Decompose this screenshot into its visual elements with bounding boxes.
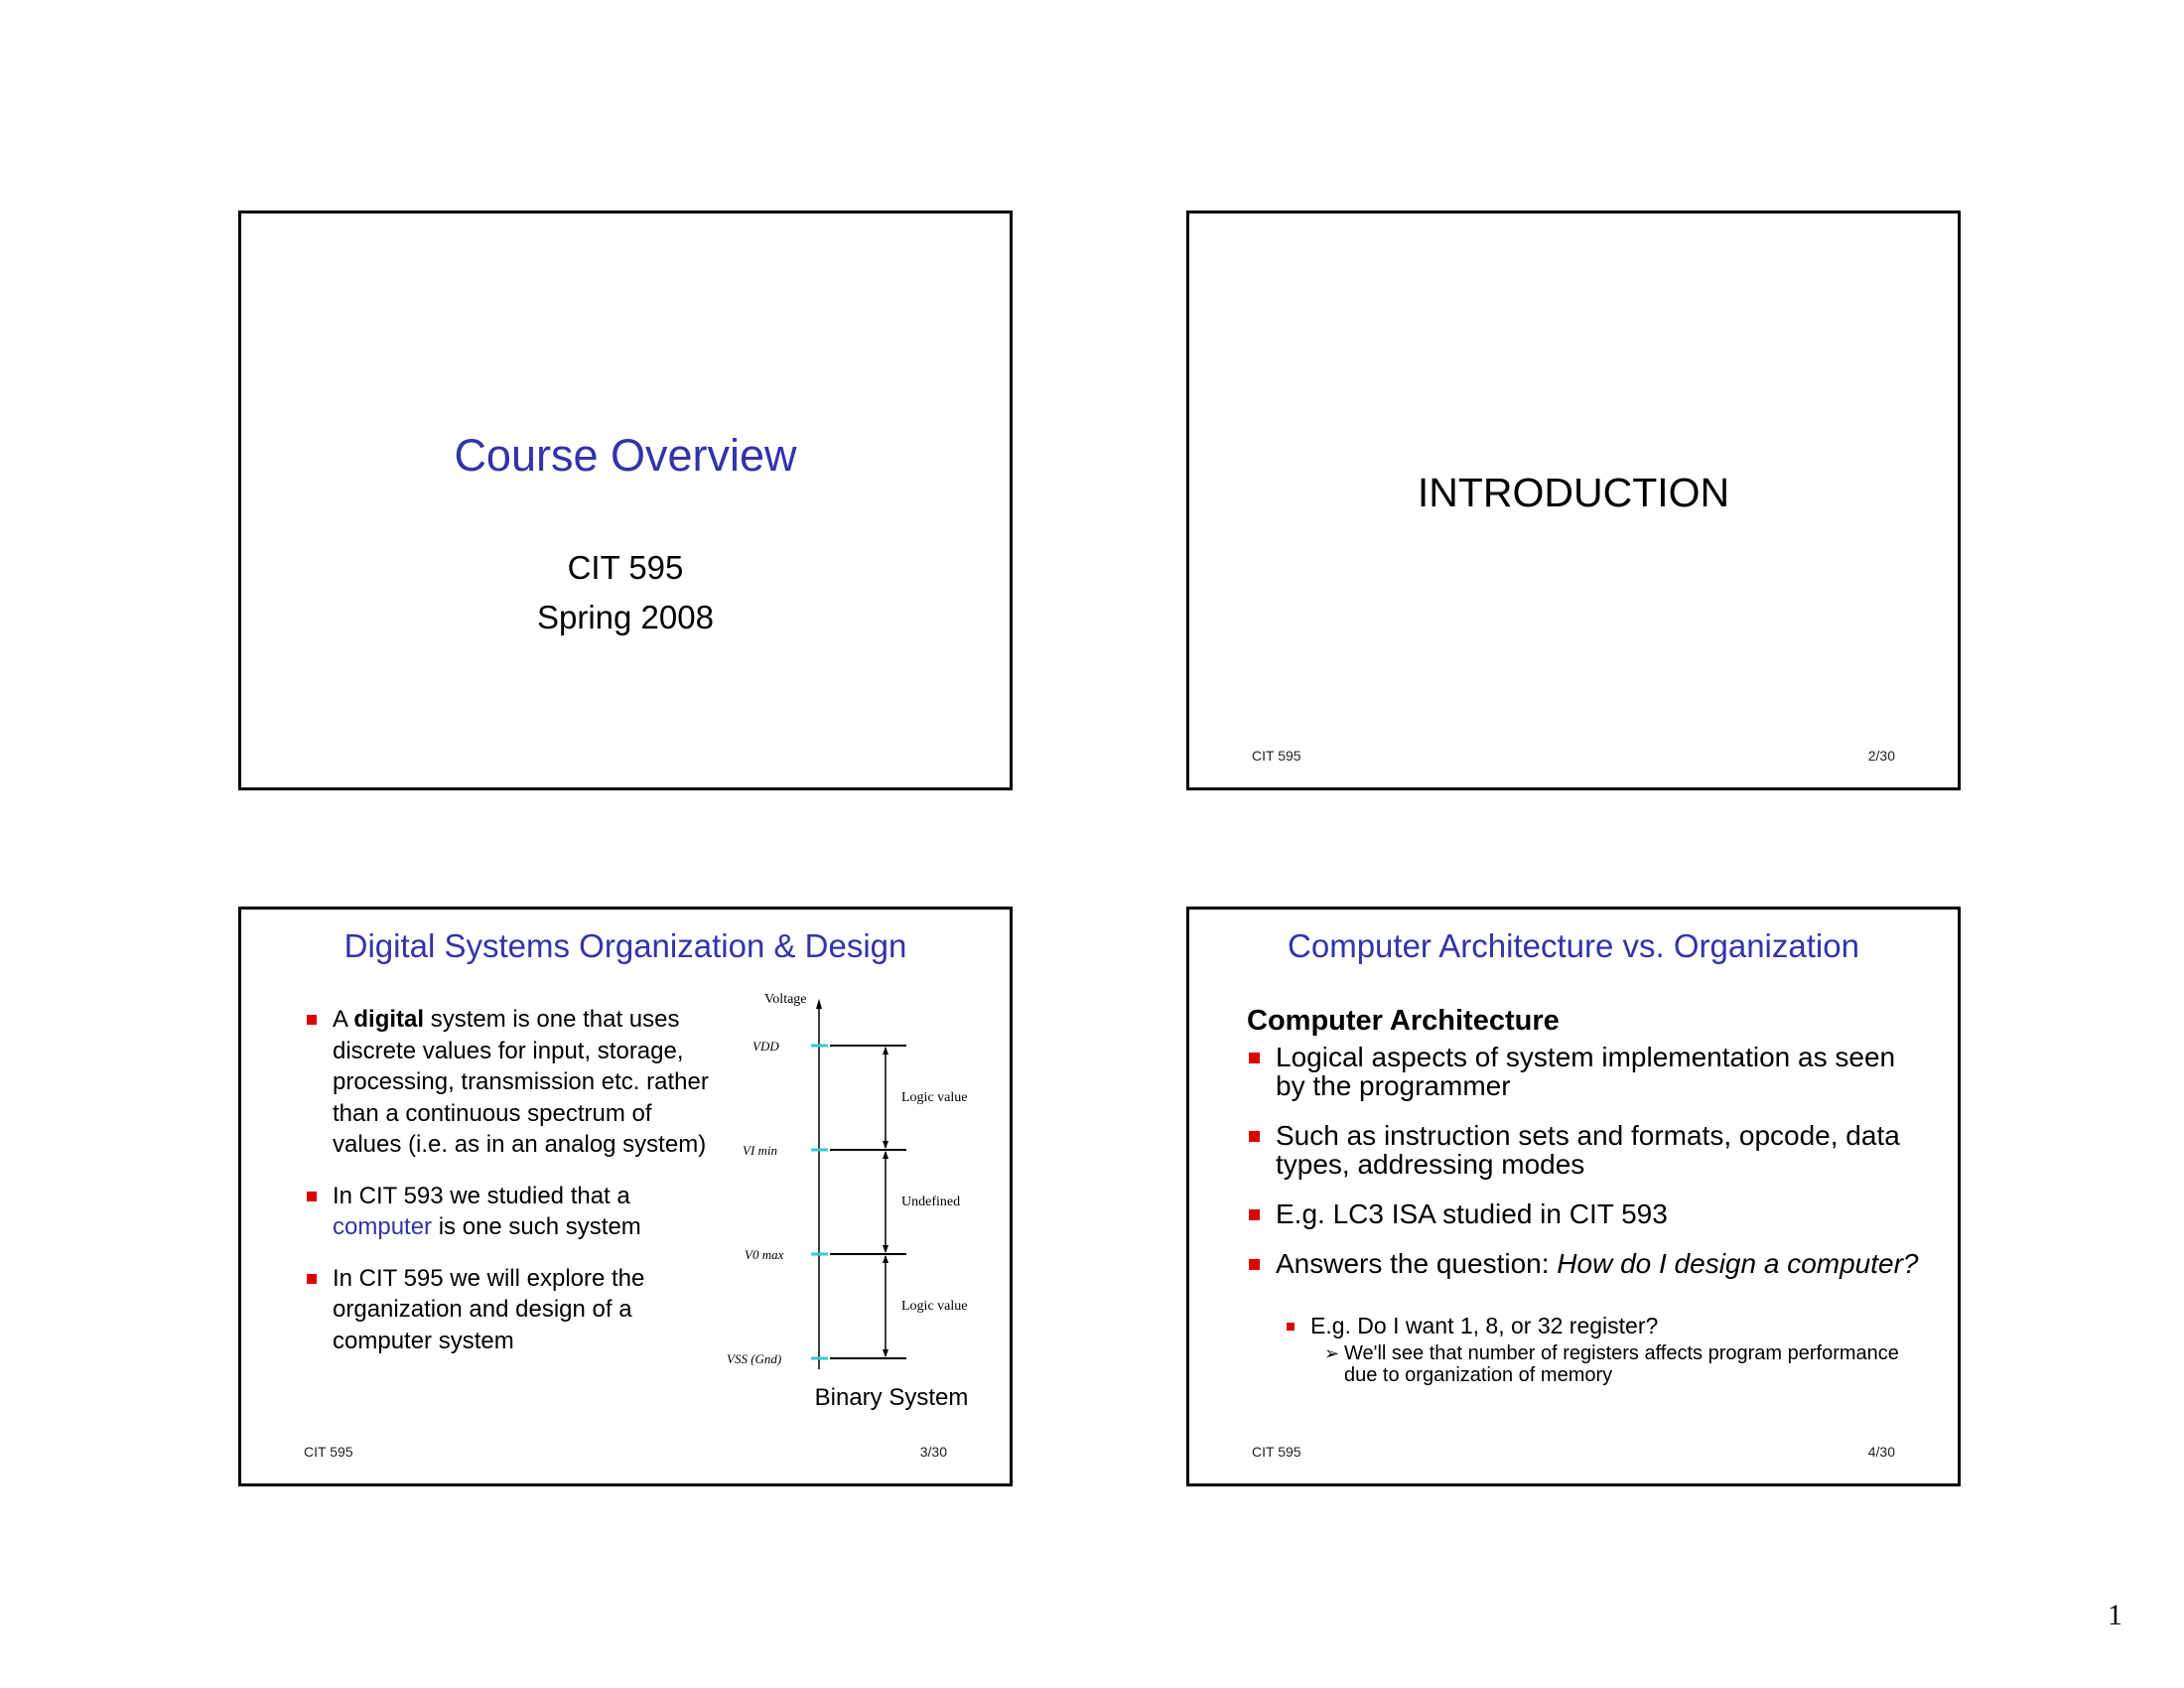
slide-4-bullet-3 — [1247, 1199, 1922, 1228]
slide-1-title: Course Overview — [454, 430, 797, 481]
bullet-text: Answers the question: — [1276, 1248, 1558, 1279]
slide-2-footer-page: 2/30 — [1867, 748, 1895, 764]
slide-4-subsub-bullet-1 — [1247, 1342, 1922, 1386]
region-label-logic-high: Logic value — [901, 1090, 968, 1105]
level-label-vdd: VDD — [752, 1039, 779, 1054]
slide-2 — [1186, 211, 1961, 790]
bullet-text: system is one that uses discrete values for input, storage, processing, transmission etc. rather than a continuous spectrum of values (i.e. as in an analog system) — [333, 1006, 709, 1158]
red-square-bullet-icon — [307, 1274, 317, 1284]
page-number: 1 — [2108, 1599, 2122, 1631]
slide-3-title: Digital Systems Organization & Design — [343, 927, 907, 964]
arrowhead-icon — [883, 1151, 888, 1159]
red-square-bullet-icon — [307, 1192, 317, 1201]
slide-3-bullet-2 — [305, 1181, 722, 1243]
slide-4-bullet-4 — [1247, 1249, 1922, 1278]
slide-3 — [238, 907, 1013, 1486]
slide-1-term: Spring 2008 — [537, 599, 714, 635]
slide-4-heading: Computer Architecture — [1247, 1005, 1560, 1037]
slide-3-footer-course: CIT 595 — [304, 1444, 353, 1460]
bullet-text: E.g. LC3 ISA studied in CIT 593 — [1276, 1198, 1668, 1229]
region-label-undefined: Undefined — [901, 1195, 961, 1209]
slide-4-bullet-2 — [1247, 1121, 1922, 1179]
bullet-text: In CIT 595 we will explore the organization and design of a computer system — [333, 1264, 645, 1354]
arrowhead-icon — [883, 1255, 888, 1263]
arrowhead-icon — [883, 1141, 888, 1149]
slide-1-course-code: CIT 595 — [567, 549, 684, 586]
red-square-bullet-icon — [1249, 1209, 1260, 1220]
slide-4-title: Computer Architecture vs. Organization — [1288, 927, 1859, 964]
red-square-bullet-icon — [1249, 1053, 1260, 1063]
arrowhead-icon — [883, 1245, 888, 1253]
level-label-vss: VSS (Gnd) — [727, 1351, 782, 1366]
bullet-text: Such as instruction sets and formats, opcode, data types, addressing modes — [1276, 1120, 1900, 1180]
slide-1 — [238, 211, 1013, 790]
binary-voltage-diagram — [723, 987, 1001, 1384]
slide-4-bullet-1 — [1247, 1043, 1922, 1100]
red-square-bullet-icon — [1249, 1259, 1260, 1270]
slide-3-bullet-list — [305, 1004, 722, 1376]
level-label-v0max: V0 max — [745, 1247, 784, 1262]
red-square-bullet-icon — [1287, 1323, 1295, 1331]
diagram-caption: Binary System — [814, 1384, 969, 1411]
slide-4 — [1186, 907, 1961, 1486]
slide-4-footer-course: CIT 595 — [1252, 1444, 1301, 1460]
red-square-bullet-icon — [1249, 1131, 1260, 1142]
arrowhead-icon — [883, 1047, 888, 1055]
arrow-bullet-icon: ➢ — [1324, 1343, 1340, 1363]
red-square-bullet-icon — [307, 1015, 317, 1025]
slide-2-title: INTRODUCTION — [1417, 470, 1730, 515]
region-label-logic-low: Logic value — [901, 1299, 968, 1314]
voltage-axis-label: Voltage — [764, 992, 807, 1007]
slide-3-footer-page: 3/30 — [919, 1444, 947, 1460]
slide-3-bullet-1 — [305, 1004, 722, 1161]
slide-4-bullet-list — [1247, 1043, 1922, 1278]
subsub-bullet-text: We'll see that number of registers affects program performance due to organization of memory — [1344, 1342, 1899, 1386]
slide-4-footer-page: 4/30 — [1867, 1444, 1895, 1460]
bold-term: digital — [353, 1006, 425, 1033]
highlighted-term: computer — [333, 1213, 433, 1240]
bullet-text: A — [333, 1006, 354, 1033]
bullet-text: Logical aspects of system implementation as seen by the programmer — [1276, 1042, 1896, 1101]
sub-bullet-text: E.g. Do I want 1, 8, or 32 register? — [1310, 1313, 1659, 1338]
italic-question: How do I design a computer? — [1557, 1248, 1919, 1279]
bullet-text: In CIT 593 we studied that a — [333, 1182, 630, 1209]
slide-4-sub-list — [1247, 1307, 1922, 1386]
slide-4-sub-bullet-1 — [1247, 1313, 1922, 1338]
slide-3-bullet-3 — [305, 1263, 722, 1357]
axis-arrow-icon — [816, 999, 822, 1009]
arrowhead-icon — [883, 1349, 888, 1357]
slide-2-footer-course: CIT 595 — [1252, 748, 1301, 764]
bullet-text: is one such system — [432, 1213, 641, 1240]
level-label-vimin: VI min — [743, 1143, 778, 1158]
